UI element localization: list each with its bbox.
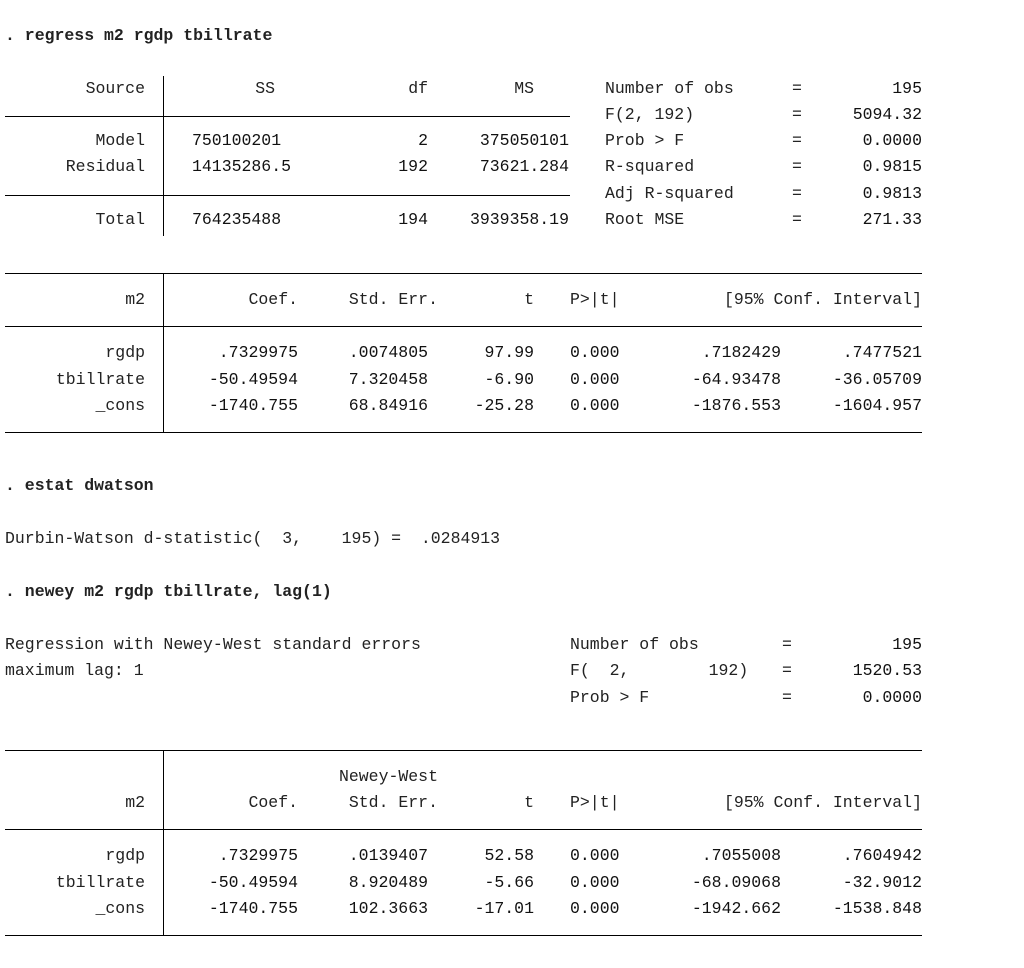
header-p: P>|t|: [570, 793, 620, 812]
stat-label: F(2, 192): [605, 105, 695, 124]
p-value: 0.000: [570, 343, 620, 362]
ci-high: -1604.957: [832, 396, 922, 415]
anova-vertical-rule: [163, 76, 164, 236]
stat-label: Adj R-squared: [605, 184, 734, 203]
ci-high: .7477521: [842, 343, 922, 362]
stat-value: 195: [892, 79, 922, 98]
anova-header-ss: SS: [255, 79, 275, 98]
p-value: 0.000: [570, 396, 620, 415]
ci-low: -1942.662: [691, 899, 781, 918]
anova-header-ms: MS: [514, 79, 534, 98]
header-se: Std. Err.: [348, 793, 438, 812]
t-value: -17.01: [474, 899, 534, 918]
stat-value: 195: [892, 635, 922, 654]
ss-value: 750100201: [192, 131, 282, 150]
ms-value: 375050101: [479, 131, 569, 150]
ci-high: .7604942: [842, 846, 922, 865]
coef-value: -1740.755: [208, 396, 298, 415]
coef2-rule-bottom: [5, 935, 922, 936]
header-ci: [95% Conf. Interval]: [723, 290, 922, 309]
stat-label: F( 2, 192): [570, 661, 749, 680]
stat-value: 0.0000: [862, 688, 922, 707]
dwatson-command: . estat dwatson: [5, 476, 154, 495]
ci-low: .7182429: [701, 343, 781, 362]
ms-value: 3939358.19: [469, 210, 569, 229]
newey-command: . newey m2 rgdp tbillrate, lag(1): [5, 582, 332, 601]
stat-value: 271.33: [862, 210, 922, 229]
coef-value: .7329975: [218, 343, 298, 362]
coef-value: -50.49594: [208, 873, 298, 892]
coef-rule-mid: [5, 326, 922, 327]
ci-high: -32.9012: [842, 873, 922, 892]
header-se-top: Newey-West: [338, 767, 438, 786]
df-value: 192: [398, 157, 428, 176]
header-se: Std. Err.: [348, 290, 438, 309]
p-value: 0.000: [570, 873, 620, 892]
ci-low: -64.93478: [691, 370, 781, 389]
coef-rule-bottom: [5, 432, 922, 433]
stat-eq: =: [782, 688, 792, 707]
ss-value: 14135286.5: [192, 157, 292, 176]
var-name: rgdp: [105, 343, 145, 362]
df-value: 194: [398, 210, 428, 229]
ci-low: -68.09068: [691, 873, 781, 892]
coef2-vertical-rule: [163, 751, 164, 935]
t-value: 97.99: [484, 343, 534, 362]
stat-eq: =: [792, 210, 802, 229]
p-value: 0.000: [570, 846, 620, 865]
stat-eq: =: [792, 105, 802, 124]
newey-title: Regression with Newey-West standard errors: [5, 635, 421, 654]
t-value: -5.66: [484, 873, 534, 892]
regress-command: . regress m2 rgdp tbillrate: [5, 26, 273, 45]
se-value: .0139407: [348, 846, 428, 865]
row-label: Model: [95, 131, 145, 150]
stat-label: Prob > F: [605, 131, 685, 150]
ci-high: -1538.848: [832, 899, 922, 918]
p-value: 0.000: [570, 899, 620, 918]
header-t: t: [524, 290, 534, 309]
row-label: Residual: [65, 157, 145, 176]
coef-value: .7329975: [218, 846, 298, 865]
ci-low: .7055008: [701, 846, 781, 865]
row-label: Total: [95, 210, 145, 229]
newey-maxlag: maximum lag: 1: [5, 661, 144, 680]
t-value: -6.90: [484, 370, 534, 389]
t-value: -25.28: [474, 396, 534, 415]
stat-label: Root MSE: [605, 210, 685, 229]
var-name: tbillrate: [55, 370, 145, 389]
stat-eq: =: [792, 131, 802, 150]
se-value: .0074805: [348, 343, 428, 362]
anova-rule-total: [5, 195, 570, 196]
dwatson-result: Durbin-Watson d-statistic( 3, 195) = .0284913: [5, 529, 501, 548]
t-value: 52.58: [484, 846, 534, 865]
header-p: P>|t|: [570, 290, 620, 309]
stat-eq: =: [792, 79, 802, 98]
se-value: 102.3663: [348, 899, 428, 918]
coef-rule-top: [5, 273, 922, 274]
depvar-label: m2: [125, 290, 145, 309]
stat-eq: =: [792, 184, 802, 203]
coef2-rule-top: [5, 750, 922, 751]
stat-label: Prob > F: [570, 688, 650, 707]
ms-value: 73621.284: [479, 157, 569, 176]
stat-value: 0.9813: [862, 184, 922, 203]
anova-header-source: Source: [85, 79, 145, 98]
stat-value: 0.0000: [862, 131, 922, 150]
header-coef: Coef.: [248, 290, 298, 309]
var-name: tbillrate: [55, 873, 145, 892]
stat-value: 5094.32: [852, 105, 922, 124]
ci-high: -36.05709: [832, 370, 922, 389]
var-name: _cons: [95, 899, 145, 918]
stat-eq: =: [782, 661, 792, 680]
stat-value: 0.9815: [862, 157, 922, 176]
stat-eq: =: [792, 157, 802, 176]
coef-vertical-rule: [163, 274, 164, 432]
header-ci: [95% Conf. Interval]: [723, 793, 922, 812]
se-value: 8.920489: [348, 873, 428, 892]
se-value: 68.84916: [348, 396, 428, 415]
stat-label: Number of obs: [605, 79, 734, 98]
se-value: 7.320458: [348, 370, 428, 389]
ss-value: 764235488: [192, 210, 282, 229]
header-coef: Coef.: [248, 793, 298, 812]
anova-header-df: df: [408, 79, 428, 98]
p-value: 0.000: [570, 370, 620, 389]
stat-value: 1520.53: [852, 661, 922, 680]
var-name: rgdp: [105, 846, 145, 865]
ci-low: -1876.553: [691, 396, 781, 415]
df-value: 2: [418, 131, 428, 150]
coef-value: -50.49594: [208, 370, 298, 389]
var-name: _cons: [95, 396, 145, 415]
coef2-rule-mid: [5, 829, 922, 830]
header-t: t: [524, 793, 534, 812]
stat-label: R-squared: [605, 157, 695, 176]
depvar-label: m2: [125, 793, 145, 812]
stat-eq: =: [782, 635, 792, 654]
anova-rule-top: [5, 116, 570, 117]
stat-label: Number of obs: [570, 635, 699, 654]
coef-value: -1740.755: [208, 899, 298, 918]
